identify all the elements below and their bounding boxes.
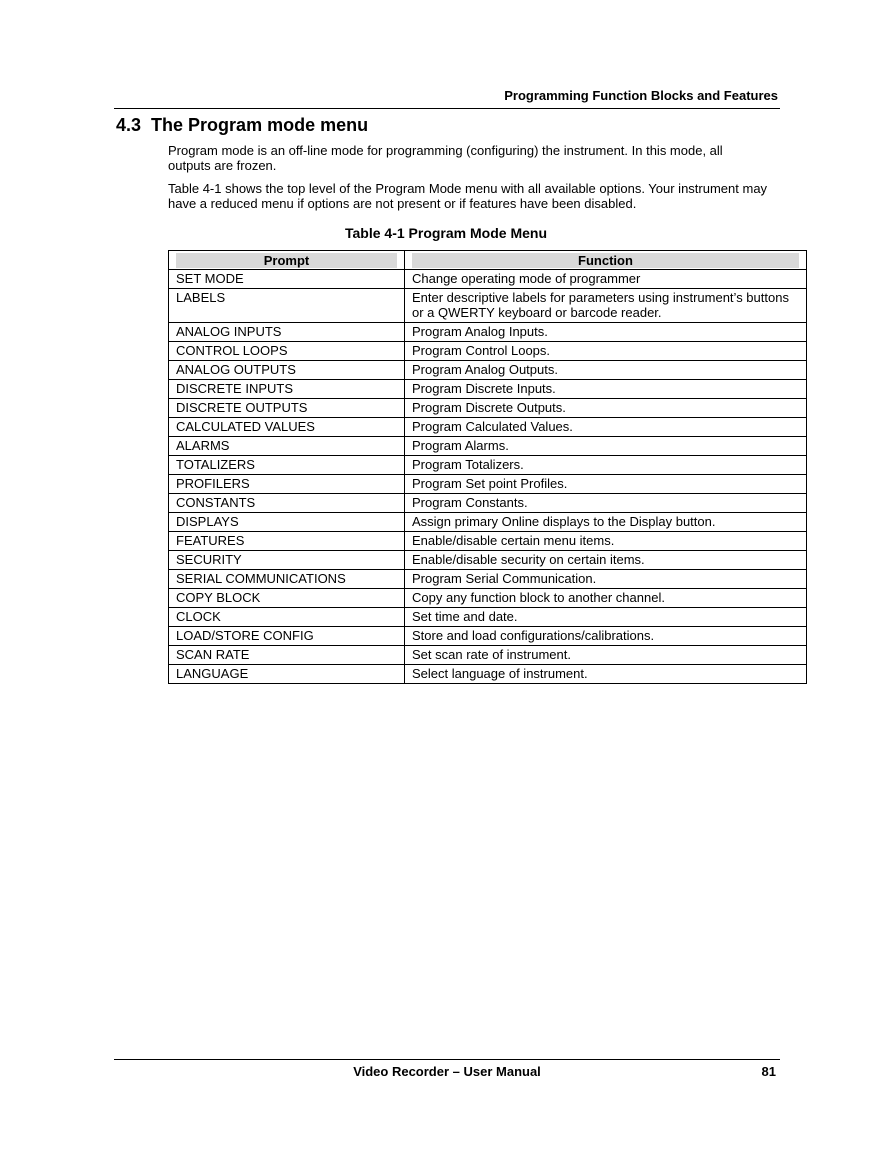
prompt-cell: ANALOG OUTPUTS	[169, 361, 405, 380]
prompt-cell: COPY BLOCK	[169, 589, 405, 608]
prompt-cell: LOAD/STORE CONFIG	[169, 627, 405, 646]
table-row	[169, 437, 807, 456]
prompt-cell: FEATURES	[169, 532, 405, 551]
table-row	[169, 475, 807, 494]
program-mode-menu-table	[168, 250, 807, 684]
prompt-cell: CONSTANTS	[169, 494, 405, 513]
prompt-cell: ANALOG INPUTS	[169, 323, 405, 342]
function-cell: Store and load configurations/calibrations.	[405, 627, 807, 646]
function-cell: Program Analog Outputs.	[405, 361, 807, 380]
footer-rule	[114, 1059, 780, 1060]
intro-paragraph: Program mode is an off-line mode for programming (configuring) the instrument. In this mode, all outputs are frozen.	[168, 143, 723, 173]
function-cell: Program Serial Communication.	[405, 570, 807, 589]
function-cell: Set scan rate of instrument.	[405, 646, 807, 665]
function-cell: Set time and date.	[405, 608, 807, 627]
function-cell: Enable/disable certain menu items.	[405, 532, 807, 551]
table-row	[169, 289, 807, 323]
column-header-prompt-label: Prompt	[176, 253, 397, 268]
table-row	[169, 399, 807, 418]
prompt-cell: TOTALIZERS	[169, 456, 405, 475]
footer-title: Video Recorder – User Manual	[353, 1064, 541, 1079]
prompt-cell: CALCULATED VALUES	[169, 418, 405, 437]
function-cell: Program Control Loops.	[405, 342, 807, 361]
table-row	[169, 380, 807, 399]
table-row	[169, 646, 807, 665]
section-number: 4.3	[116, 115, 142, 135]
table-row	[169, 551, 807, 570]
prompt-cell: DISCRETE OUTPUTS	[169, 399, 405, 418]
function-cell: Enable/disable security on certain items.	[405, 551, 807, 570]
prompt-cell: ALARMS	[169, 437, 405, 456]
column-header-function-label: Function	[412, 253, 799, 268]
function-cell: Program Discrete Outputs.	[405, 399, 807, 418]
table-row	[169, 589, 807, 608]
function-cell: Program Totalizers.	[405, 456, 807, 475]
prompt-cell: SET MODE	[169, 270, 405, 289]
function-cell: Program Discrete Inputs.	[405, 380, 807, 399]
table-row	[169, 627, 807, 646]
function-cell: Copy any function block to another channel.	[405, 589, 807, 608]
prompt-cell: LANGUAGE	[169, 665, 405, 684]
function-cell: Program Set point Profiles.	[405, 475, 807, 494]
function-cell: Program Constants.	[405, 494, 807, 513]
section-heading	[116, 115, 368, 136]
prompt-cell: CLOCK	[169, 608, 405, 627]
table-row	[169, 665, 807, 684]
prompt-cell: SERIAL COMMUNICATIONS	[169, 570, 405, 589]
function-cell: Program Alarms.	[405, 437, 807, 456]
prompt-cell: CONTROL LOOPS	[169, 342, 405, 361]
table-row	[169, 361, 807, 380]
table-row	[169, 532, 807, 551]
column-header-prompt	[169, 251, 405, 270]
table-body	[169, 270, 807, 684]
table-caption: Table 4-1 Program Mode Menu	[345, 225, 547, 241]
header-rule	[114, 108, 780, 109]
table-row	[169, 323, 807, 342]
prompt-cell: SCAN RATE	[169, 646, 405, 665]
function-cell: Program Analog Inputs.	[405, 323, 807, 342]
section-title: The Program mode menu	[151, 115, 369, 135]
prompt-cell: SECURITY	[169, 551, 405, 570]
function-cell: Select language of instrument.	[405, 665, 807, 684]
prompt-cell: DISPLAYS	[169, 513, 405, 532]
table-row	[169, 342, 807, 361]
table-row	[169, 513, 807, 532]
column-header-function	[405, 251, 807, 270]
table-header-row	[169, 251, 807, 270]
table-description-paragraph: Table 4-1 shows the top level of the Program Mode menu with all available options. Your instrument may have a reduced menu if options are not present or if features have been disabled.	[168, 181, 768, 211]
function-cell: Change operating mode of programmer	[405, 270, 807, 289]
table-row	[169, 608, 807, 627]
prompt-cell: PROFILERS	[169, 475, 405, 494]
function-cell: Program Calculated Values.	[405, 418, 807, 437]
page-number: 81	[761, 1064, 776, 1079]
function-cell: Enter descriptive labels for parameters using instrument’s buttons or a QWERTY keyboard or barcode reader.	[405, 289, 807, 323]
prompt-cell: LABELS	[169, 289, 405, 323]
running-header: Programming Function Blocks and Features	[504, 88, 778, 103]
function-cell: Assign primary Online displays to the Display button.	[405, 513, 807, 532]
table-row	[169, 418, 807, 437]
prompt-cell: DISCRETE INPUTS	[169, 380, 405, 399]
table-row	[169, 270, 807, 289]
table-row	[169, 570, 807, 589]
table-row	[169, 494, 807, 513]
table-row	[169, 456, 807, 475]
